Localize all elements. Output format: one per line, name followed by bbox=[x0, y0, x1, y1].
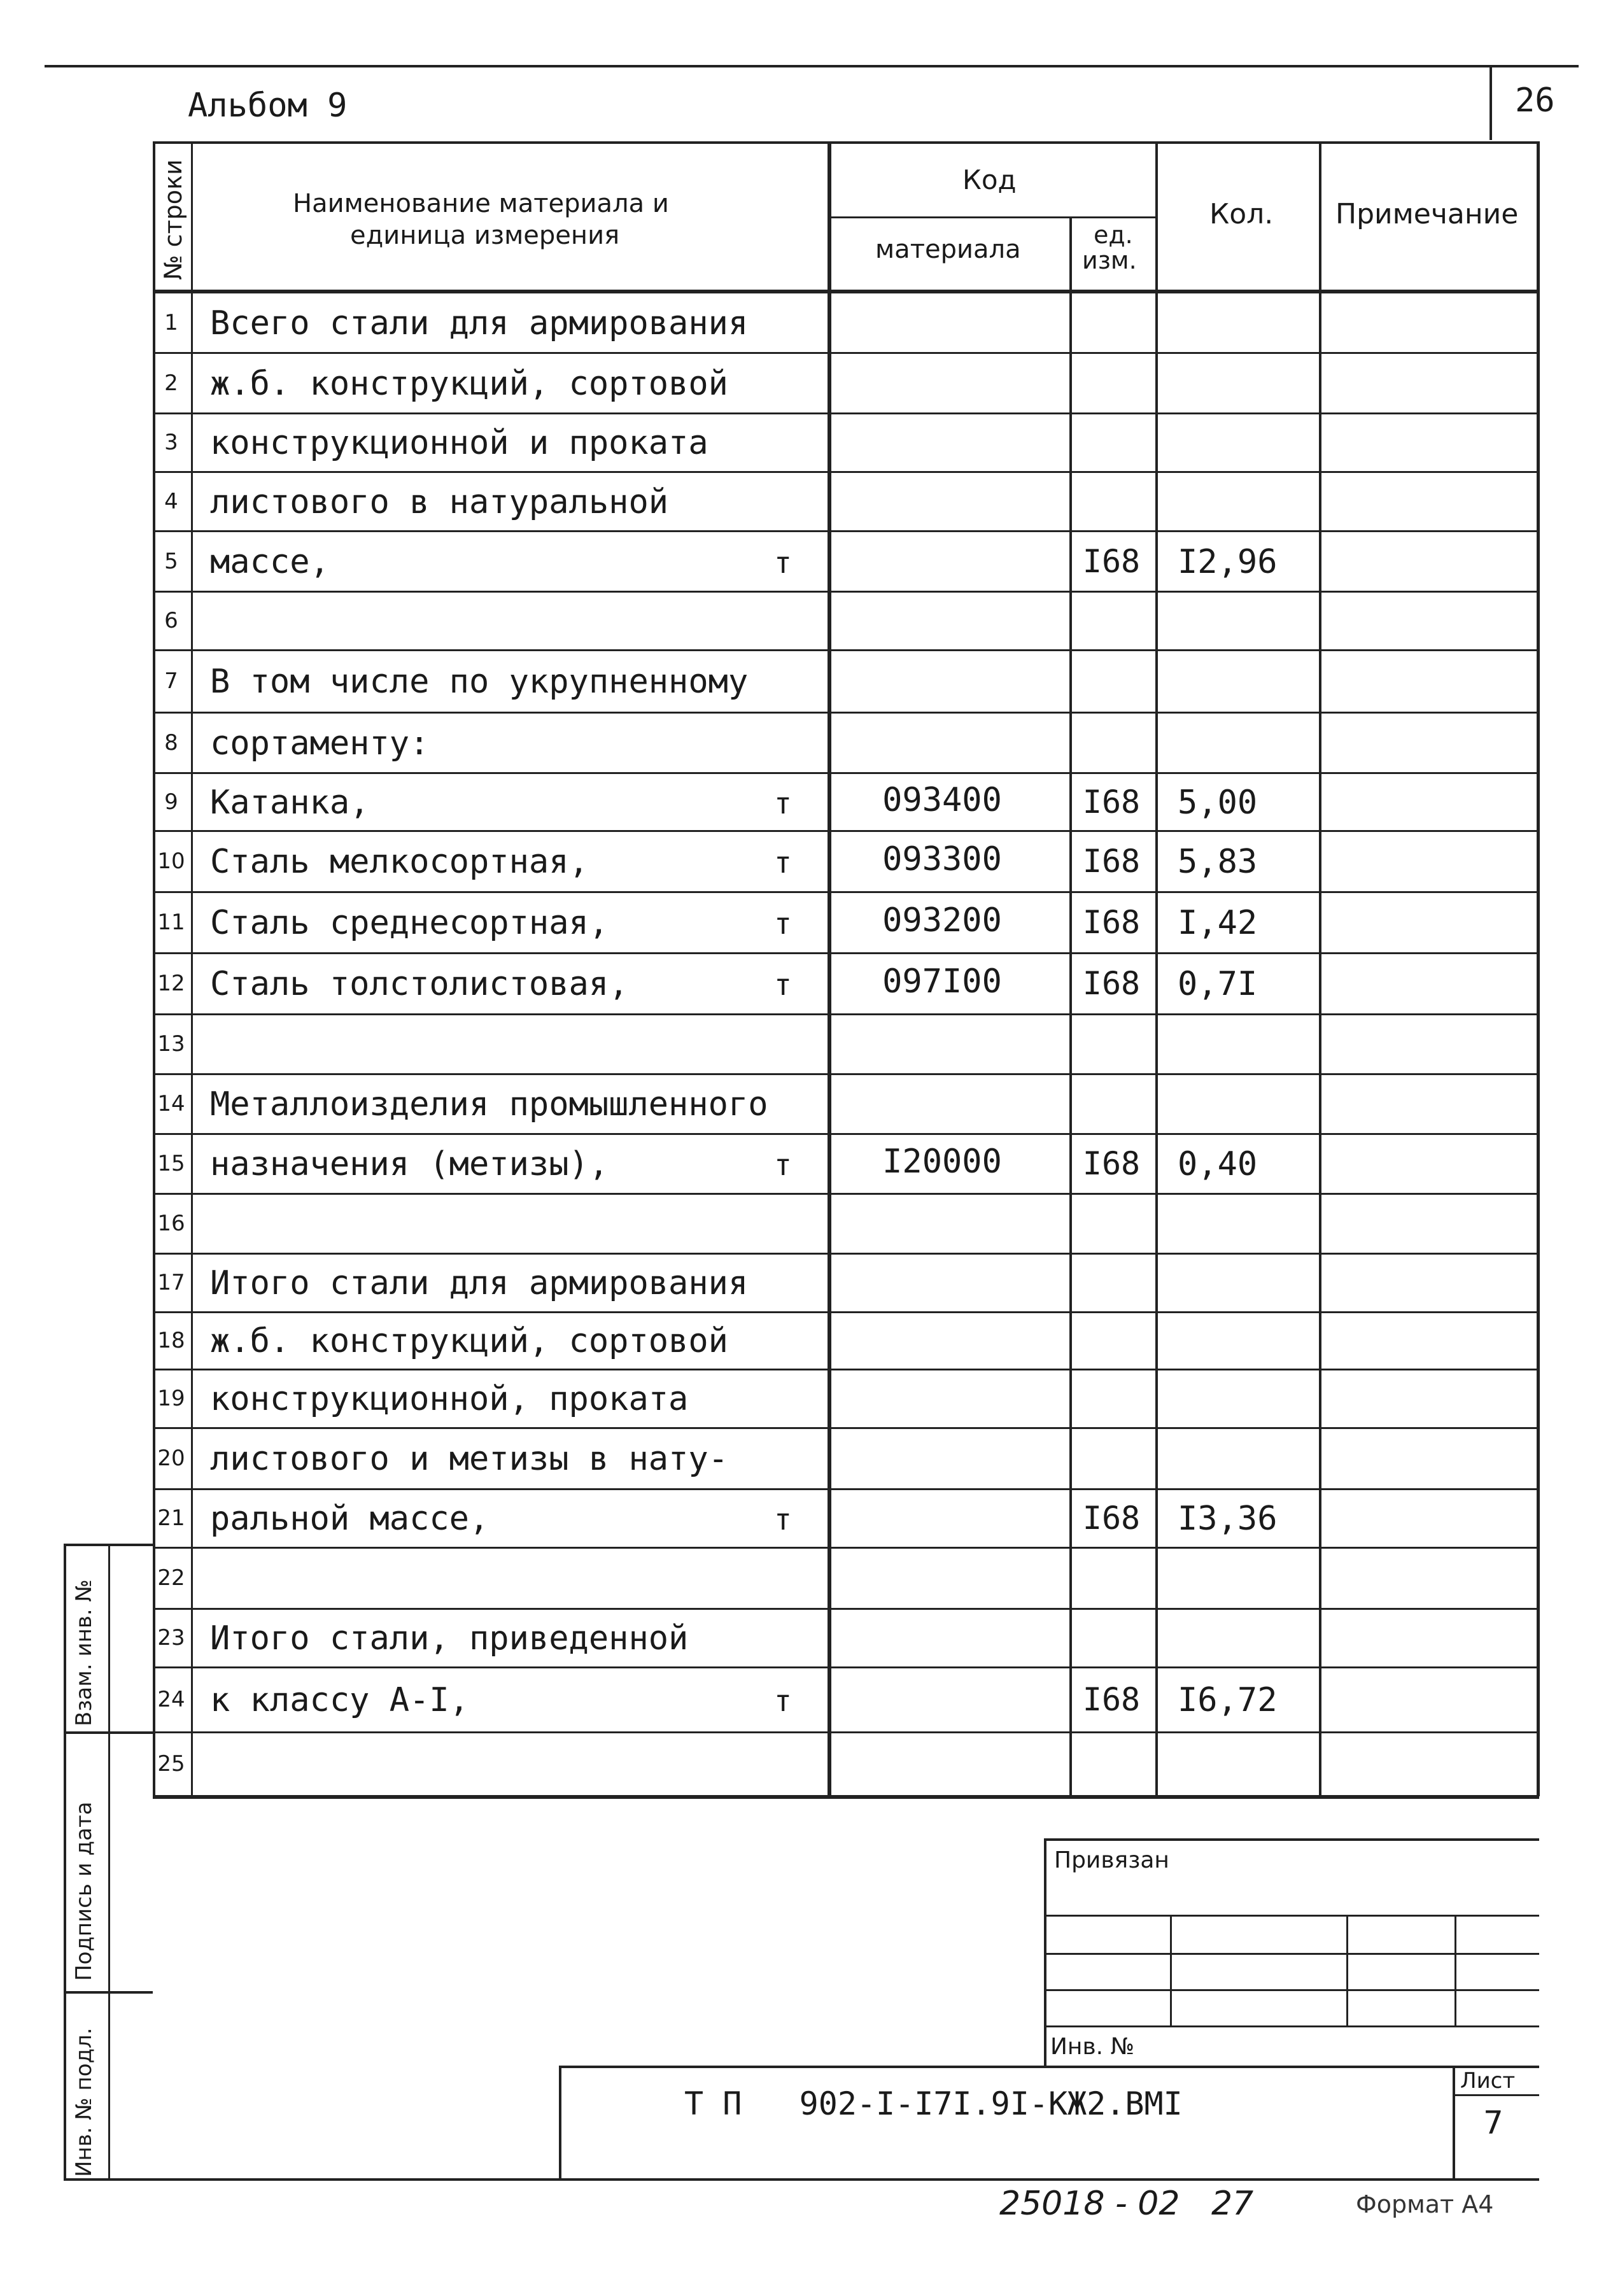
table-row bbox=[0, 1668, 1620, 1733]
quantity: 5,83 bbox=[1178, 843, 1258, 881]
row-number: 17 bbox=[157, 1270, 185, 1295]
measure-unit: т bbox=[774, 968, 792, 1002]
table-row bbox=[0, 831, 1620, 892]
table-row bbox=[0, 773, 1620, 831]
stamp-inner-right bbox=[108, 1544, 110, 2180]
privyazan-line-4 bbox=[1044, 2025, 1539, 2027]
stamp-divider-2 bbox=[64, 1991, 153, 1994]
material-name: ж.б. конструкций, сортовой bbox=[210, 364, 728, 403]
header-note: Примечание bbox=[1335, 198, 1519, 230]
header-code: Код bbox=[962, 164, 1017, 195]
privyazan-top bbox=[1044, 1838, 1539, 1841]
sheet-box-divider bbox=[1453, 2094, 1539, 2096]
table-row bbox=[0, 1370, 1620, 1428]
material-name: Сталь среднесортная, bbox=[210, 904, 609, 942]
table-row bbox=[0, 532, 1620, 592]
inv-no-label: Инв. № bbox=[1050, 2034, 1135, 2060]
table-row bbox=[0, 1733, 1620, 1796]
row-number: 6 bbox=[164, 608, 178, 633]
stamp-inv-podl: Инв. № подл. bbox=[71, 2027, 97, 2177]
measure-unit: т bbox=[774, 785, 792, 821]
quantity: 0,7I bbox=[1178, 965, 1258, 1003]
top-rule bbox=[45, 65, 1579, 67]
table-row bbox=[0, 1428, 1620, 1490]
privyazan-col-3 bbox=[1454, 1915, 1456, 2027]
page-number: 26 bbox=[1515, 81, 1555, 120]
table-row bbox=[0, 1609, 1620, 1668]
row-number: 25 bbox=[157, 1751, 185, 1777]
measure-unit: т bbox=[774, 1684, 792, 1718]
row-number: 5 bbox=[164, 548, 178, 574]
table-row bbox=[0, 1134, 1620, 1194]
privyazan-line-2 bbox=[1044, 1953, 1539, 1955]
row-number: 11 bbox=[157, 910, 185, 935]
material-name: конструкционной и проката bbox=[210, 424, 708, 462]
unit-code: I68 bbox=[1082, 965, 1141, 1002]
header-name-line2: единица измерения bbox=[350, 221, 620, 250]
header-qty: Кол. bbox=[1209, 198, 1274, 230]
unit-code: I68 bbox=[1082, 783, 1141, 821]
quantity: I2,96 bbox=[1178, 542, 1278, 581]
row-number: 14 bbox=[157, 1091, 185, 1116]
material-name: назначения (метизы), bbox=[210, 1145, 609, 1183]
row-number: 7 bbox=[164, 668, 178, 694]
material-code: 093200 bbox=[882, 901, 1002, 940]
quantity: 0,40 bbox=[1178, 1145, 1258, 1183]
quantity: I,42 bbox=[1178, 904, 1258, 942]
table-row bbox=[0, 1194, 1620, 1254]
measure-unit: т bbox=[774, 1502, 792, 1537]
material-name: ж.б. конструкций, сортовой bbox=[210, 1322, 728, 1360]
table-row bbox=[0, 713, 1620, 773]
material-name: листового в натуральной bbox=[210, 482, 669, 521]
stamp-vzam: Взам. инв. № bbox=[71, 1579, 97, 1726]
material-name: Металлоизделия промышленного bbox=[210, 1085, 768, 1123]
row-number: 24 bbox=[157, 1687, 185, 1712]
material-name: листового и метизы в нату- bbox=[210, 1440, 728, 1478]
material-name: Сталь толстолистовая, bbox=[210, 965, 629, 1003]
privyazan-col-1 bbox=[1170, 1915, 1172, 2027]
table-row bbox=[0, 592, 1620, 651]
unit-code: I68 bbox=[1082, 904, 1141, 941]
unit-code: I68 bbox=[1082, 843, 1141, 880]
unit-code: I68 bbox=[1082, 1681, 1141, 1718]
quantity: I6,72 bbox=[1178, 1681, 1278, 1719]
table-row bbox=[0, 293, 1620, 353]
row-number: 8 bbox=[164, 729, 178, 756]
table-row bbox=[0, 1254, 1620, 1313]
header-code-unit-1: ед. bbox=[1094, 221, 1133, 249]
table-row bbox=[0, 1015, 1620, 1074]
frame-bottom bbox=[64, 2178, 1539, 2181]
handwritten-number: 25018 - 02 27 bbox=[999, 2185, 1254, 2223]
material-name: ральной массе, bbox=[210, 1500, 490, 1538]
table-row bbox=[0, 472, 1620, 532]
measure-unit: т bbox=[774, 1148, 792, 1182]
designation-top bbox=[559, 2066, 1539, 2068]
table-row bbox=[0, 353, 1620, 414]
material-name: Катанка, bbox=[210, 783, 370, 822]
sheet-box-left bbox=[1453, 2066, 1455, 2180]
material-code: 093400 bbox=[882, 780, 1002, 819]
row-number: 4 bbox=[164, 488, 178, 514]
measure-unit: т bbox=[774, 845, 792, 880]
table-row bbox=[0, 892, 1620, 954]
row-number: 20 bbox=[157, 1446, 185, 1471]
row-number: 1 bbox=[164, 309, 178, 335]
code-subheader-line bbox=[828, 216, 1157, 218]
material-name: к классу А-I, bbox=[210, 1681, 469, 1719]
table-row bbox=[0, 414, 1620, 472]
row-number: 16 bbox=[157, 1211, 185, 1236]
unit-code: I68 bbox=[1082, 1500, 1141, 1537]
header-code-material: материала bbox=[875, 235, 1021, 264]
row-number: 12 bbox=[157, 971, 185, 996]
header-top-border bbox=[153, 141, 1539, 144]
row-number: 15 bbox=[157, 1151, 185, 1176]
table-row bbox=[0, 1548, 1620, 1609]
privyazan-line-3 bbox=[1044, 1989, 1539, 1991]
unit-code: I68 bbox=[1082, 542, 1141, 580]
row-number: 3 bbox=[164, 430, 178, 455]
table-row bbox=[0, 651, 1620, 713]
measure-unit: т bbox=[774, 545, 792, 580]
table-row bbox=[0, 1074, 1620, 1134]
designation-left bbox=[559, 2066, 561, 2180]
row-number: 13 bbox=[157, 1031, 185, 1057]
material-code: I20000 bbox=[882, 1143, 1002, 1181]
format-label: Формат А4 bbox=[1356, 2190, 1494, 2218]
header-code-unit-2: изм. bbox=[1082, 246, 1137, 274]
page-number-separator bbox=[1490, 65, 1492, 140]
row-number: 23 bbox=[157, 1625, 185, 1651]
measure-unit: т bbox=[774, 906, 792, 941]
material-name: В том числе по укрупненному bbox=[210, 663, 749, 701]
material-name: сортаменту: bbox=[210, 724, 430, 763]
table-row bbox=[0, 1313, 1620, 1370]
quantity: I3,36 bbox=[1178, 1500, 1278, 1538]
header-name-line1: Наименование материала и bbox=[293, 189, 669, 218]
row-number: 2 bbox=[164, 370, 178, 396]
material-name: Всего стали для армирования bbox=[210, 304, 749, 342]
stamp-divider-1 bbox=[64, 1731, 153, 1734]
document-designation: Т П 902-I-I7I.9I-КЖ2.ВМI bbox=[684, 2085, 1183, 2122]
header-row-number: № строки bbox=[159, 159, 187, 280]
row-number: 19 bbox=[157, 1386, 185, 1411]
row-number: 18 bbox=[157, 1328, 185, 1353]
material-code: 097I00 bbox=[882, 962, 1002, 1001]
privyazan-line-1 bbox=[1044, 1915, 1539, 1917]
row-number: 21 bbox=[157, 1505, 185, 1531]
table-row bbox=[0, 954, 1620, 1015]
material-name: Итого стали для армирования bbox=[210, 1264, 749, 1302]
privyazan-label: Привязан bbox=[1054, 1847, 1169, 1873]
sheet-number: 7 bbox=[1483, 2104, 1504, 2141]
stamp-top bbox=[64, 1544, 153, 1546]
row-number: 10 bbox=[157, 849, 185, 874]
row-number: 22 bbox=[157, 1565, 185, 1591]
material-code: 093300 bbox=[882, 840, 1002, 878]
material-name: Итого стали, приведенной bbox=[210, 1619, 689, 1658]
album-title: Альбом 9 bbox=[188, 87, 348, 125]
table-row bbox=[0, 1490, 1620, 1548]
sheet-label: Лист bbox=[1460, 2068, 1516, 2094]
unit-code: I68 bbox=[1082, 1145, 1141, 1182]
stamp-podpis: Подпись и дата bbox=[71, 1801, 97, 1981]
row-number: 9 bbox=[164, 789, 178, 815]
material-name: Сталь мелкосортная, bbox=[210, 843, 589, 881]
material-name: конструкционной, проката bbox=[210, 1380, 689, 1418]
stamp-outer-left bbox=[64, 1544, 66, 2180]
quantity: 5,00 bbox=[1178, 783, 1258, 822]
material-name: массе, bbox=[210, 542, 330, 581]
privyazan-col-2 bbox=[1346, 1915, 1348, 2027]
